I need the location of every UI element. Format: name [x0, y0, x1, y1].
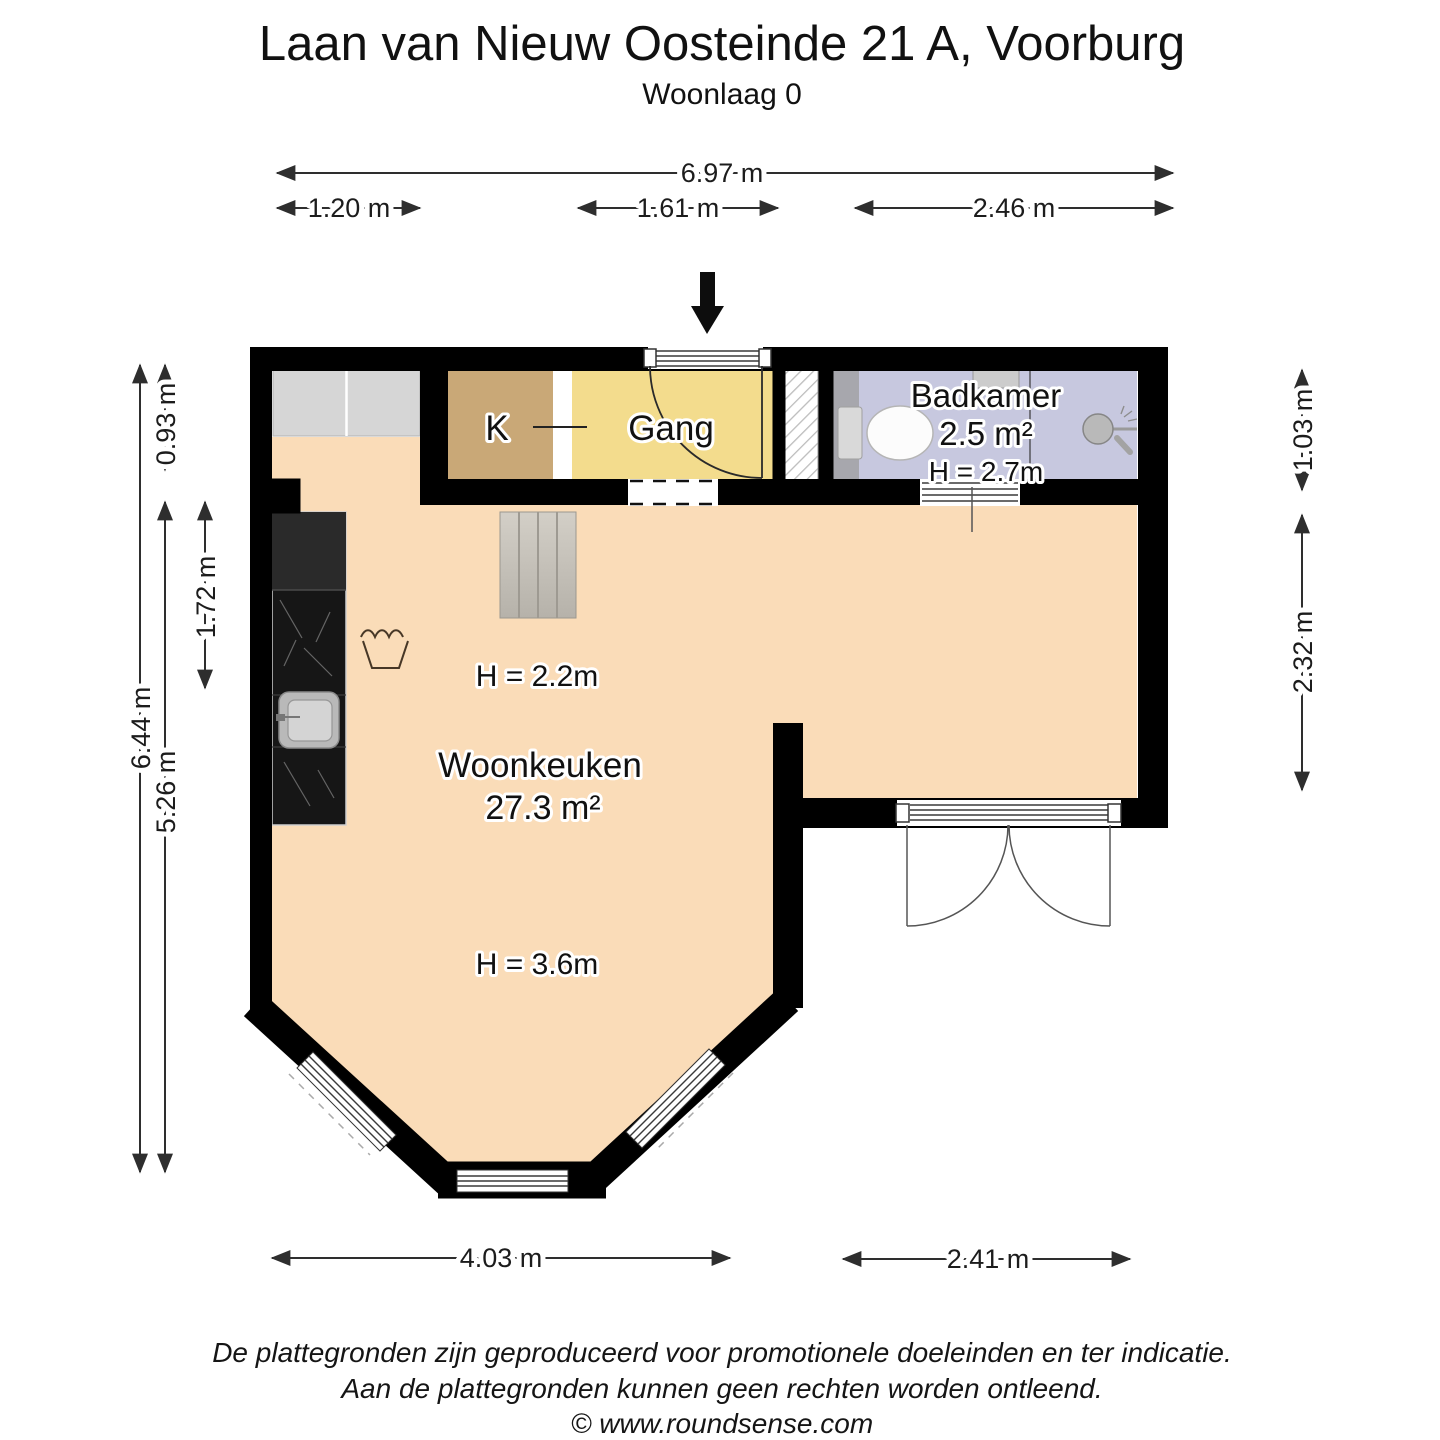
svg-text:4.03 m: 4.03 m — [459, 1243, 543, 1273]
french-doors — [896, 800, 1121, 926]
kast-label: K — [485, 409, 509, 448]
toilet — [838, 406, 933, 460]
entrance-door-opening — [644, 347, 771, 369]
gang-label: Gang — [628, 409, 714, 448]
dim-bottom-left — [272, 1243, 730, 1273]
dim-left-inner — [191, 502, 221, 688]
kitchen-sink — [276, 692, 339, 748]
dim-left-lower — [151, 502, 181, 1172]
svg-text:6.97 m: 6.97 m — [680, 158, 764, 188]
badkamer-label: Badkamer — [910, 377, 1062, 414]
svg-text:0.93 m: 0.93 m — [151, 382, 181, 466]
dim-top-middle — [578, 193, 778, 223]
bay-window-bottom — [457, 1170, 568, 1192]
woonkeuken-area: 27.3 m² — [485, 789, 601, 827]
dim-right-lower — [1288, 515, 1318, 790]
dim-top-left — [277, 193, 420, 223]
svg-text:1.03 m: 1.03 m — [1288, 388, 1318, 472]
gang-passage-opening — [628, 479, 718, 506]
woonkeuken-label: Woonkeuken — [438, 746, 642, 785]
svg-text:1.20 m: 1.20 m — [307, 193, 391, 223]
disclaimer-line-2: Aan de plattegronden kunnen geen rechten worden ontleend. — [341, 1373, 1103, 1404]
stairs — [500, 512, 576, 618]
page-subtitle: Woonlaag 0 — [642, 78, 802, 111]
svg-text:6.44 m: 6.44 m — [126, 686, 156, 770]
credit-line: © www.roundsense.com — [570, 1408, 874, 1439]
dim-left-upper — [151, 365, 181, 470]
dim-bottom-right — [843, 1244, 1130, 1274]
svg-text:1.72 m: 1.72 m — [191, 555, 221, 639]
footer-disclaimer — [212, 1337, 1232, 1439]
closet-cabinets — [273, 366, 420, 436]
svg-text:2.32 m: 2.32 m — [1288, 610, 1318, 694]
dim-right-upper — [1288, 370, 1318, 490]
svg-text:2.46 m: 2.46 m — [972, 193, 1056, 223]
disclaimer-line-1: De plattegronden zijn geproduceerd voor promotionele doeleinden en ter indicatie. — [212, 1337, 1232, 1368]
svg-text:5.26 m: 5.26 m — [151, 750, 181, 834]
dim-top-total — [277, 158, 1173, 188]
badkamer-area: 2.5 m² — [939, 415, 1033, 452]
woonkeuken-height-upper: H = 2.2m — [475, 660, 599, 693]
page-title: Laan van Nieuw Oosteinde 21 A, Voorburg — [258, 17, 1186, 71]
svg-text:1.61 m: 1.61 m — [636, 193, 720, 223]
entrance-arrow-icon — [691, 272, 724, 334]
woonkeuken-height-lower: H = 3.6m — [475, 948, 599, 981]
svg-text:2.41 m: 2.41 m — [946, 1244, 1030, 1274]
shaft-hatch-area — [785, 366, 818, 492]
dim-top-right — [855, 193, 1173, 223]
kitchen-counter — [272, 512, 346, 825]
badkamer-height: H = 2.7m — [928, 456, 1044, 487]
